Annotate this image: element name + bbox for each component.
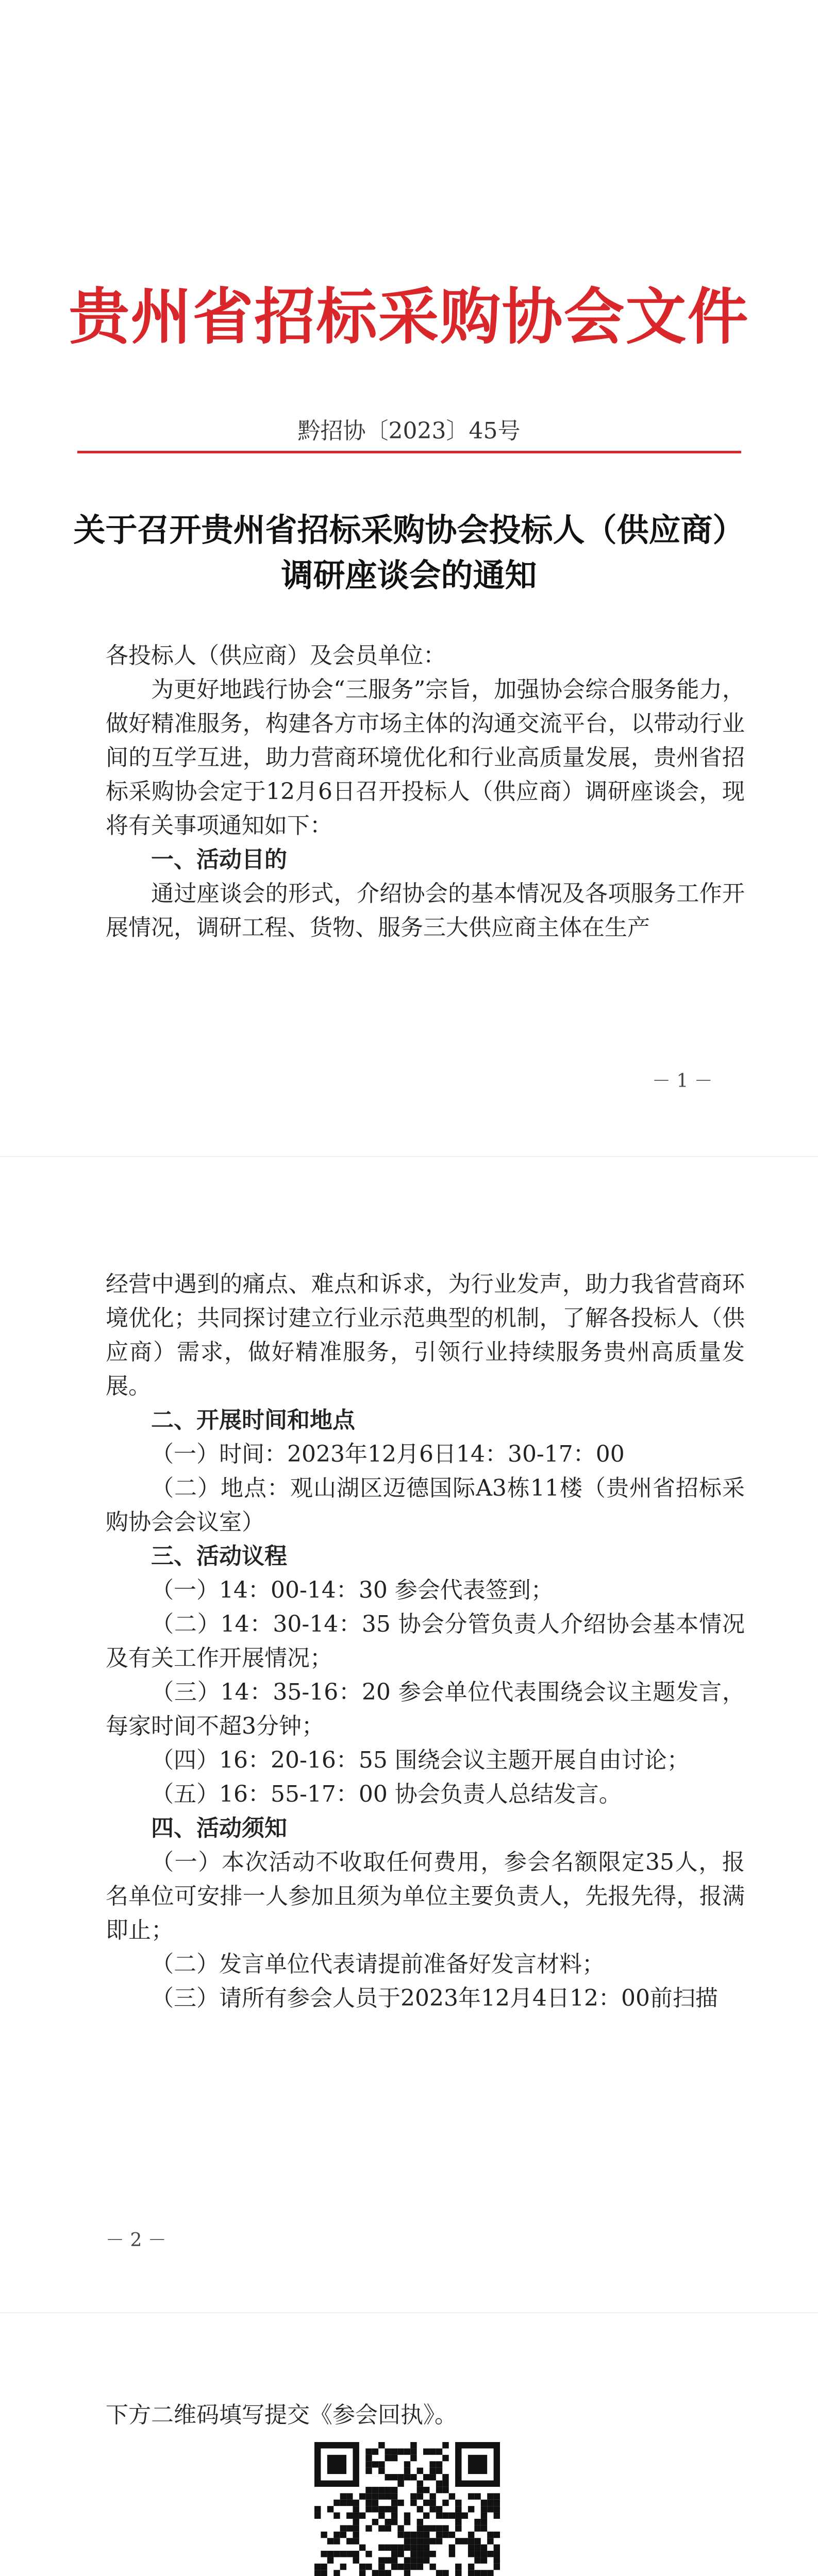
notice-title-line-1: 关于召开贵州省招标采购协会投标人（供应商） xyxy=(73,511,745,549)
qr-module xyxy=(417,2493,423,2499)
qr-module xyxy=(455,2500,461,2506)
qr-module xyxy=(391,2513,397,2519)
qr-module xyxy=(404,2564,410,2570)
qr-module xyxy=(397,2551,404,2557)
qr-module xyxy=(346,2513,353,2519)
notice-title-line-2: 调研座谈会的通知 xyxy=(281,556,537,594)
qr-module xyxy=(333,2538,340,2544)
qr-module xyxy=(436,2461,442,2467)
qr-module xyxy=(397,2500,404,2506)
qr-module xyxy=(340,2564,346,2570)
qr-module xyxy=(436,2480,442,2486)
qr-module xyxy=(391,2551,397,2557)
page-separator xyxy=(0,2312,818,2313)
qr-module xyxy=(436,2513,442,2519)
qr-module xyxy=(365,2455,372,2461)
qr-module xyxy=(436,2448,442,2454)
qr-module xyxy=(410,2448,416,2454)
qr-module xyxy=(365,2551,372,2557)
qr-module xyxy=(481,2551,487,2557)
qr-module xyxy=(346,2551,353,2557)
qr-code-image xyxy=(314,2442,500,2576)
qr-module xyxy=(468,2455,487,2474)
qr-module xyxy=(462,2513,468,2519)
salutation: 各投标人（供应商）及会员单位： xyxy=(106,642,446,669)
qr-module xyxy=(378,2461,385,2467)
qr-module xyxy=(474,2519,480,2525)
qr-module xyxy=(410,2474,416,2480)
page-number-1: － 1 － xyxy=(652,1071,713,1092)
qr-module xyxy=(372,2506,378,2512)
qr-module xyxy=(449,2545,455,2551)
qr-module xyxy=(455,2506,461,2512)
qr-module xyxy=(404,2474,410,2480)
qr-module xyxy=(346,2525,353,2531)
qr-module xyxy=(353,2538,359,2544)
qr-module xyxy=(429,2506,436,2512)
qr-module xyxy=(481,2570,487,2576)
qr-module xyxy=(327,2557,333,2563)
qr-module xyxy=(417,2525,423,2531)
qr-module xyxy=(385,2448,391,2454)
qr-module xyxy=(365,2506,372,2512)
qr-module xyxy=(481,2525,487,2531)
qr-module xyxy=(378,2442,385,2448)
qr-module xyxy=(385,2493,391,2499)
section-1-paragraph-start: 通过座谈会的形式，介绍协会的基本情况及各项服务工作开展情况，调研工程、货物、服务三大供应商主体在生产 xyxy=(106,880,745,941)
qr-module xyxy=(481,2506,487,2512)
qr-module xyxy=(417,2532,423,2538)
qr-code[interactable] xyxy=(314,2442,500,2576)
qr-module xyxy=(417,2480,423,2486)
qr-module xyxy=(404,2519,410,2525)
qr-module xyxy=(436,2570,442,2576)
qr-module xyxy=(391,2519,397,2525)
qr-module xyxy=(385,2545,391,2551)
notice-title xyxy=(0,507,818,598)
qr-module xyxy=(353,2551,359,2557)
qr-module xyxy=(378,2545,385,2551)
document-header-title: 贵州省招标采购协会文件 xyxy=(69,281,749,352)
qr-module xyxy=(340,2551,346,2557)
qr-module xyxy=(410,2500,416,2506)
section-2-heading: 二、开展时间和地点 xyxy=(151,1407,355,1433)
qr-module xyxy=(378,2564,385,2570)
qr-module xyxy=(455,2519,461,2525)
qr-module xyxy=(397,2545,404,2551)
page-number-2: － 2 － xyxy=(106,2230,166,2251)
qr-module xyxy=(436,2525,442,2531)
qr-module xyxy=(423,2545,429,2551)
qr-module xyxy=(429,2538,436,2544)
qr-module xyxy=(481,2500,487,2506)
qr-module xyxy=(417,2506,423,2512)
qr-module xyxy=(404,2557,410,2563)
qr-module xyxy=(417,2551,423,2557)
qr-module xyxy=(372,2493,378,2499)
qr-module xyxy=(359,2545,365,2551)
notice-item-2: （二）发言单位代表请提前准备好发言材料； xyxy=(151,1951,605,1977)
qr-module xyxy=(417,2545,423,2551)
qr-module xyxy=(378,2468,385,2474)
agenda-item: （四）16：20-16：55 围绕会议主题开展自由讨论； xyxy=(151,1747,690,1773)
qr-module xyxy=(404,2448,410,2454)
qr-module xyxy=(404,2513,410,2519)
qr-module xyxy=(365,2525,372,2531)
qr-module xyxy=(385,2474,391,2480)
qr-module xyxy=(391,2493,397,2499)
qr-module xyxy=(391,2448,397,2454)
qr-module xyxy=(391,2474,397,2480)
qr-module xyxy=(481,2513,487,2519)
qr-module xyxy=(333,2513,340,2519)
qr-module xyxy=(417,2487,423,2493)
qr-module xyxy=(397,2474,404,2480)
qr-module xyxy=(346,2538,353,2544)
qr-module xyxy=(391,2564,397,2570)
qr-module xyxy=(314,2564,321,2570)
qr-module xyxy=(429,2474,436,2480)
qr-module xyxy=(378,2570,385,2576)
qr-module xyxy=(410,2545,416,2551)
qr-module xyxy=(385,2525,391,2531)
notice-item-1: （一）本次活动不收取任何费用，参会名额限定35人，报名单位可安排一人参加且须为单位主要负责人，先报先得，报满即止； xyxy=(106,1849,745,1943)
qr-module xyxy=(359,2513,365,2519)
qr-module xyxy=(455,2570,461,2576)
qr-module xyxy=(487,2532,493,2538)
qr-module xyxy=(333,2500,340,2506)
qr-module xyxy=(404,2468,410,2474)
qr-module xyxy=(429,2525,436,2531)
qr-module xyxy=(359,2570,365,2576)
qr-module xyxy=(468,2506,474,2512)
qr-module xyxy=(391,2545,397,2551)
qr-module xyxy=(487,2538,493,2544)
qr-module xyxy=(429,2551,436,2557)
qr-module xyxy=(314,2570,321,2576)
qr-module xyxy=(436,2468,442,2474)
qr-module xyxy=(468,2532,474,2538)
qr-module xyxy=(436,2506,442,2512)
qr-module xyxy=(468,2538,474,2544)
qr-module xyxy=(353,2506,359,2512)
qr-module xyxy=(397,2525,404,2531)
qr-module xyxy=(410,2532,416,2538)
qr-module xyxy=(385,2519,391,2525)
qr-module xyxy=(340,2493,346,2499)
qr-module xyxy=(494,2493,500,2499)
qr-module xyxy=(429,2448,436,2454)
qr-module xyxy=(378,2513,385,2519)
qr-module xyxy=(487,2506,493,2512)
qr-module xyxy=(474,2545,480,2551)
qr-module xyxy=(417,2538,423,2544)
qr-module xyxy=(391,2455,397,2461)
qr-module xyxy=(442,2525,448,2531)
qr-module xyxy=(494,2557,500,2563)
qr-module xyxy=(391,2506,397,2512)
section-1-paragraph-cont: 经营中遇到的痛点、难点和诉求，为行业发声，助力我省营商环境优化；共同探讨建立行业示范典型的机制，了解各投标人（供应商）需求，做好精准服务，引领行业持续服务贵州高质量发展。 xyxy=(106,1271,745,1399)
qr-module xyxy=(442,2500,448,2506)
qr-module xyxy=(321,2532,327,2538)
qr-module xyxy=(372,2519,378,2525)
qr-module xyxy=(410,2557,416,2563)
qr-module xyxy=(487,2570,493,2576)
qr-module xyxy=(423,2525,429,2531)
qr-module xyxy=(340,2532,346,2538)
time-item: （一）时间：2023年12月6日14：30-17：00 xyxy=(151,1441,625,1467)
qr-module xyxy=(365,2468,372,2474)
qr-module xyxy=(494,2545,500,2551)
document-number: 黔招协〔2023〕45号 xyxy=(297,418,521,444)
qr-module xyxy=(410,2551,416,2557)
qr-module xyxy=(391,2500,397,2506)
qr-module xyxy=(474,2551,480,2557)
qr-module xyxy=(314,2506,321,2512)
qr-module xyxy=(436,2532,442,2538)
section-4-heading: 四、活动须知 xyxy=(151,1815,287,1841)
qr-module xyxy=(474,2538,480,2544)
agenda-item: （二）14：30-14：35 协会分管负责人介绍协会基本情况及有关工作开展情况； xyxy=(106,1611,745,1671)
qr-module xyxy=(378,2557,385,2563)
qr-module xyxy=(455,2538,461,2544)
qr-module xyxy=(321,2551,327,2557)
qr-module xyxy=(365,2448,372,2454)
qr-module xyxy=(429,2493,436,2499)
qr-module xyxy=(404,2461,410,2467)
qr-module xyxy=(372,2570,378,2576)
qr-module xyxy=(468,2570,474,2576)
qr-module xyxy=(455,2525,461,2531)
qr-module xyxy=(372,2487,378,2493)
qr-module xyxy=(417,2468,423,2474)
qr-module xyxy=(436,2538,442,2544)
qr-module xyxy=(429,2468,436,2474)
qr-module xyxy=(327,2455,346,2474)
qr-module xyxy=(365,2500,372,2506)
agenda-item: （三）14：35-16：20 参会单位代表围绕会议主题发言，每家时间不超3分钟； xyxy=(106,1679,745,1739)
qr-module xyxy=(333,2570,340,2576)
qr-module xyxy=(397,2480,404,2486)
qr-module xyxy=(359,2564,365,2570)
qr-module xyxy=(333,2551,340,2557)
qr-module xyxy=(449,2513,455,2519)
qr-module xyxy=(417,2557,423,2563)
qr-module xyxy=(346,2500,353,2506)
qr-module xyxy=(423,2448,429,2454)
qr-module xyxy=(462,2538,468,2544)
qr-module xyxy=(410,2455,416,2461)
qr-module xyxy=(359,2493,365,2499)
qr-module xyxy=(423,2500,429,2506)
qr-module xyxy=(353,2557,359,2563)
qr-module xyxy=(423,2551,429,2557)
qr-module xyxy=(353,2532,359,2538)
qr-module xyxy=(340,2500,346,2506)
page-separator xyxy=(0,1156,818,1157)
place-item: （二）地点：观山湖区迈德国际A3栋11楼（贵州省招标采购协会会议室） xyxy=(106,1475,745,1535)
qr-module xyxy=(474,2570,480,2576)
qr-module xyxy=(327,2538,333,2544)
qr-module xyxy=(423,2474,429,2480)
qr-module xyxy=(436,2487,442,2493)
qr-module xyxy=(417,2564,423,2570)
qr-module xyxy=(449,2551,455,2557)
qr-module xyxy=(494,2500,500,2506)
qr-module xyxy=(481,2519,487,2525)
qr-module xyxy=(365,2461,372,2467)
qr-module xyxy=(404,2545,410,2551)
qr-module xyxy=(468,2564,474,2570)
notice-item-3-start: （三）请所有参会人员于2023年12月4日12：00前扫描 xyxy=(151,1985,718,2011)
qr-module xyxy=(372,2448,378,2454)
page2-body xyxy=(106,1267,745,2015)
qr-module xyxy=(429,2564,436,2570)
qr-module xyxy=(442,2487,448,2493)
qr-module xyxy=(455,2513,461,2519)
qr-module xyxy=(327,2506,333,2512)
qr-module xyxy=(429,2461,436,2467)
qr-module xyxy=(442,2532,448,2538)
qr-caption: 下方二维码填写提交《参会回执》。 xyxy=(106,2402,457,2428)
qr-module xyxy=(353,2519,359,2525)
qr-module xyxy=(468,2551,474,2557)
qr-module xyxy=(314,2513,321,2519)
qr-module xyxy=(494,2564,500,2570)
qr-module xyxy=(378,2487,385,2493)
qr-module xyxy=(468,2493,474,2499)
qr-module xyxy=(327,2551,333,2557)
qr-module xyxy=(417,2519,423,2525)
qr-module xyxy=(397,2564,404,2570)
intro-paragraph: 为更好地践行协会“三服务”宗旨，加强协会综合服务能力，做好精准服务，构建各方市场主体的沟通交流平台，以带动行业间的互学互进，助力营商环境优化和行业高质量发展，贵州省招标采购协会定于12月6日召开投标人（供应商）调研座谈会，现将有关事项通知如下： xyxy=(106,676,745,839)
qr-module xyxy=(494,2551,500,2557)
qr-module xyxy=(391,2487,397,2493)
qr-module xyxy=(385,2487,391,2493)
qr-module xyxy=(321,2570,327,2576)
qr-module xyxy=(365,2493,372,2499)
qr-module xyxy=(372,2500,378,2506)
qr-module xyxy=(321,2564,327,2570)
qr-module xyxy=(487,2500,493,2506)
qr-module xyxy=(353,2525,359,2531)
qr-module xyxy=(494,2513,500,2519)
qr-module xyxy=(494,2506,500,2512)
section-1-heading: 一、活动目的 xyxy=(151,846,287,873)
qr-module xyxy=(333,2532,340,2538)
header-divider xyxy=(77,451,741,453)
qr-module xyxy=(481,2545,487,2551)
qr-module xyxy=(468,2545,474,2551)
qr-module xyxy=(481,2557,487,2563)
qr-module xyxy=(449,2532,455,2538)
qr-module xyxy=(423,2532,429,2538)
qr-module xyxy=(423,2557,429,2563)
qr-module xyxy=(429,2500,436,2506)
qr-module xyxy=(410,2442,416,2448)
qr-module xyxy=(365,2487,372,2493)
qr-module xyxy=(442,2442,448,2448)
qr-module xyxy=(423,2538,429,2544)
qr-module xyxy=(397,2532,404,2538)
qr-module xyxy=(385,2557,391,2563)
qr-module xyxy=(372,2461,378,2467)
qr-module xyxy=(385,2506,391,2512)
qr-module xyxy=(346,2493,353,2499)
page1-body xyxy=(106,639,745,945)
qr-module xyxy=(442,2570,448,2576)
qr-module xyxy=(404,2538,410,2544)
qr-module xyxy=(442,2455,448,2461)
qr-module xyxy=(378,2493,385,2499)
qr-module xyxy=(385,2455,391,2461)
agenda-item: （五）16：55-17：00 协会负责人总结发言。 xyxy=(151,1781,622,1807)
qr-module xyxy=(410,2493,416,2499)
qr-module xyxy=(455,2564,461,2570)
qr-module xyxy=(474,2557,480,2563)
qr-module xyxy=(487,2551,493,2557)
qr-module xyxy=(442,2513,448,2519)
qr-module xyxy=(442,2474,448,2480)
qr-module xyxy=(378,2506,385,2512)
qr-module xyxy=(494,2532,500,2538)
qr-module xyxy=(410,2538,416,2544)
qr-module xyxy=(423,2487,429,2493)
qr-module xyxy=(385,2570,391,2576)
qr-module xyxy=(410,2564,416,2570)
qr-module xyxy=(378,2525,385,2531)
qr-module xyxy=(423,2513,429,2519)
qr-module xyxy=(474,2525,480,2531)
qr-module xyxy=(397,2448,404,2454)
qr-module xyxy=(365,2564,372,2570)
qr-module xyxy=(404,2532,410,2538)
agenda-item: （一）14：00-14：30 参会代表签到； xyxy=(151,1577,554,1603)
qr-module xyxy=(353,2513,359,2519)
section-3-heading: 三、活动议程 xyxy=(151,1543,287,1569)
qr-module xyxy=(442,2480,448,2486)
qr-module xyxy=(487,2493,493,2499)
qr-module xyxy=(404,2570,410,2576)
qr-module xyxy=(449,2493,455,2499)
qr-module xyxy=(340,2525,346,2531)
qr-module xyxy=(353,2500,359,2506)
qr-module xyxy=(391,2557,397,2563)
qr-module xyxy=(474,2493,480,2499)
